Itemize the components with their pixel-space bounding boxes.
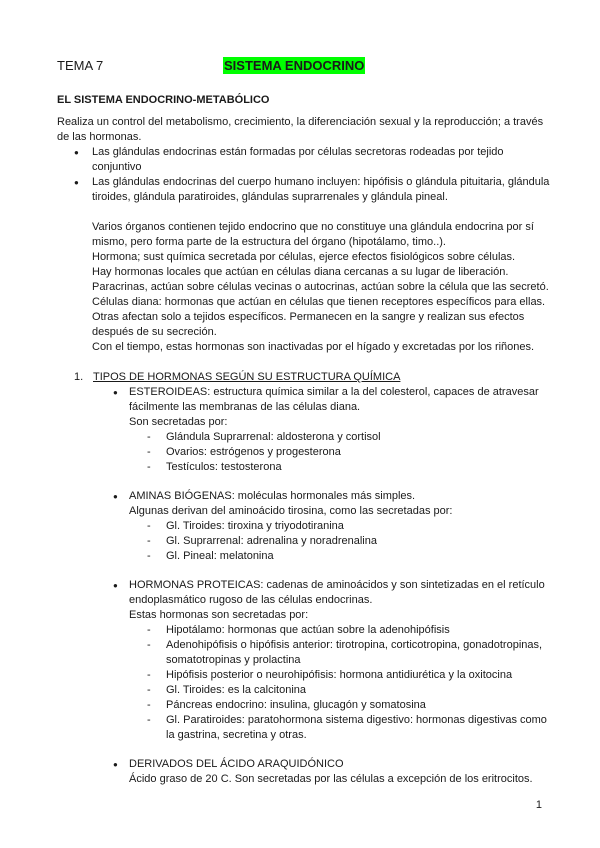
list-item: - Páncreas endocrino: insulina, glucagón y somatosina <box>129 698 553 713</box>
paragraph-line: Hay hormonas locales que actúan en células diana cercanas a su lugar de liberación. <box>92 266 509 278</box>
gland-list <box>129 430 553 475</box>
type-description: ● HORMONAS PROTEICAS: cadenas de aminoácidos y son sintetizadas en el retículo endoplasmático rugoso de las células endocrinas. <box>129 579 545 606</box>
section-title <box>57 370 553 385</box>
type-subheading: Estas hormonas son secretadas por: <box>129 609 309 621</box>
list-item: ● Las glándulas endocrinas están formadas por células secretoras rodeadas por tejido conjuntivo <box>57 145 553 175</box>
page-number: 1 <box>535 799 542 811</box>
paragraph-line: Células diana: hormonas que actúan en células que tienen receptores específicos para ellas. Otras afectan solo a tejidos específicos. Permanecen en la sangre y realizan sus efectos después de su secreción. <box>92 296 546 338</box>
type-subheading: Algunas derivan del aminoácido tirosina, como las secretadas por: <box>129 505 453 517</box>
type-description: ● AMINAS BIÓGENAS: moléculas hormonales más simples. <box>129 490 416 502</box>
paragraph-line: Paracrinas, actúan sobre células vecinas o autocrinas, actúan sobre la célula que las secretó. <box>92 281 549 293</box>
paragraph-line: Varios órganos contienen tejido endocrino que no constituye una glándula endocrina por sí mismo, pero forma parte de la estructura del órgano (hipotálamo, timo..). <box>92 221 534 248</box>
list-item: - Gl. Paratiroides: paratohormona sistema digestivo: hormonas digestivas como la gastrina, secretina y otras. <box>129 713 553 743</box>
type-subheading: Ácido graso de 20 C. Son secretadas por las células a excepción de los eritrocitos. <box>129 773 533 785</box>
paragraph-line: Con el tiempo, estas hormonas son inactivadas por el hígado y excretadas por los riñones. <box>92 341 535 353</box>
type-subheading: Son secretadas por: <box>129 416 228 428</box>
type-description: ● DERIVADOS DEL ÁCIDO ARAQUIDÓNICO <box>129 758 344 770</box>
list-item: - Gl. Pineal: melatonina <box>129 549 553 564</box>
hormone-type-steroids <box>57 385 553 475</box>
list-item: - Gl. Tiroides: es la calcitonina <box>129 683 553 698</box>
section-number: 1. <box>74 371 84 383</box>
title-row <box>57 57 557 75</box>
intro-bullet-list <box>57 145 553 205</box>
list-item: - Ovarios: estrógenos y progesterona <box>129 445 553 460</box>
list-item: - Hipófisis posterior o neurohipófisis: hormona antidiurética y la oxitocina <box>129 668 553 683</box>
list-item: ● Las glándulas endocrinas del cuerpo humano incluyen: hipófisis o glándula pituitaria, glándula tiroides, glándula paratiroides, glándulas suprarrenales y glándula pineal. <box>57 175 553 205</box>
gland-list <box>129 519 553 564</box>
paragraph-line: Hormona; sust química secretada por células, ejerce efectos fisiológicos sobre células. <box>92 251 516 263</box>
definitions-block <box>92 220 553 355</box>
document-title: SISTEMA ENDOCRINO <box>224 58 365 73</box>
section-heading: EL SISTEMA ENDOCRINO-METABÓLICO <box>57 94 270 106</box>
intro-paragraph: Realiza un control del metabolismo, crecimiento, la diferenciación sexual y la reproducción; a través de las hormonas. <box>57 116 544 143</box>
section-hormone-types <box>57 370 553 787</box>
hormone-type-proteic <box>57 578 553 743</box>
list-item: - Adenohipófisis o hipófisis anterior: tirotropina, corticotropina, gonadotropinas, somatotropinas y prolactina <box>129 638 553 668</box>
section-title-text: TIPOS DE HORMONAS SEGÚN SU ESTRUCTURA QUÍMICA <box>93 371 401 383</box>
list-item: - Glándula Suprarrenal: aldosterona y cortisol <box>129 430 553 445</box>
type-description: ● ESTEROIDEAS: estructura química similar a la del colesterol, capaces de atravesar fácilmente las membranas de las células diana. <box>129 386 539 413</box>
list-item: - Gl. Suprarrenal: adrenalina y noradrenalina <box>129 534 553 549</box>
document-body <box>57 93 553 801</box>
gland-list <box>129 623 553 743</box>
list-item: - Gl. Tiroides: tiroxina y triyodotiranina <box>129 519 553 534</box>
hormone-type-list <box>57 385 553 787</box>
topic-number: TEMA 7 <box>57 58 104 73</box>
hormone-type-biogenic-amines <box>57 489 553 564</box>
list-item: - Testículos: testosterona <box>129 460 553 475</box>
list-item: - Hipotálamo: hormonas que actúan sobre la adenohipófisis <box>129 623 553 638</box>
hormone-type-arachidonic-derivatives <box>57 757 553 787</box>
